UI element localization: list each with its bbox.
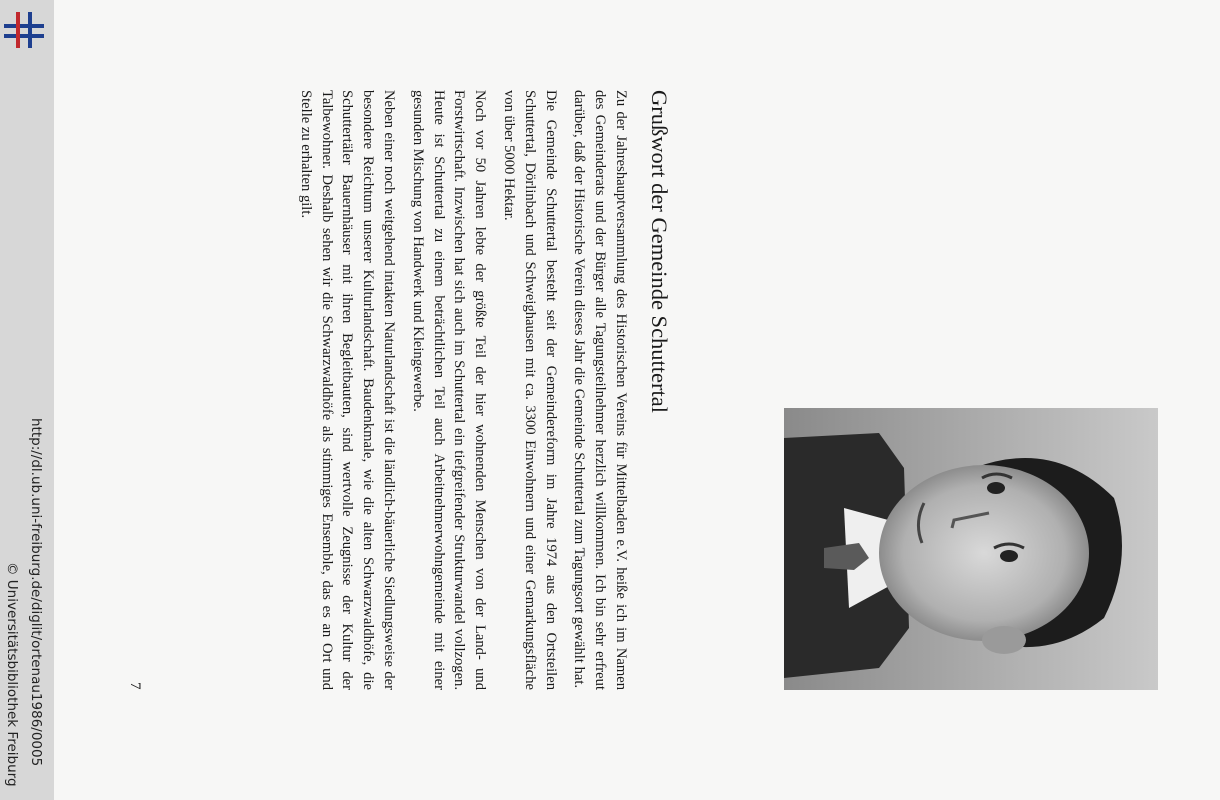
paragraph-2: Die Gemeinde Schuttertal besteht seit der Gemeindereform im Jahre 1974 aus den Ortsteilen Schuttertal, Dörlinbach und Schweighausen mit ca. 3300 Einwohnern und einer Gemarkungsfläche von über 5000 Hektar. xyxy=(501,90,559,690)
article-text xyxy=(287,90,671,690)
article-title: Grußwort der Gemeinde Schuttertal xyxy=(647,90,672,414)
portrait-photo xyxy=(784,408,1158,690)
page-number: 7 xyxy=(127,682,143,690)
paragraph-3: Noch vor 50 Jahren lebte der größte Teil der hier wohnenden Menschen von der Land- und Forstwirtschaft. Inzwischen hat sich auch im Schuttertal ein tiefgreifender Strukturwandel vollzogen. Heute ist Schuttertal zu einem beträchtlichen Teil auch Arbeitnehmerwohngemeinde mit einer gesunden Mischung von Handwerk und Kleingewerbe. xyxy=(409,90,489,690)
paragraph-1: Zu der Jahreshauptversammlung des Historischen Vereins für Mittelbaden e.V. heiße ich im Namen des Gemeinderats und der Bürger alle Tagungsteilnehmer herzlich willkommen. Ich bin sehr erfreut darüber, daß der Historische Verein dieses Jahr die Gemeinde Schuttertal zum Tagungsort gewählt hat. xyxy=(571,90,629,690)
copyright-notice: © Universitätsbibliothek Freiburg xyxy=(4,562,20,787)
paragraph-4: Neben einer noch weitgehend intakten Naturlandschaft ist die ländlich-bäuerliche Siedlungsweise der besondere Reichtum unserer Kulturlandschaft. Baudenkmale, wie die alten Schwarzwaldhöfe, die Schuttertäler Bauernhäuser mit ihren Begleitbauten, sind wertvolle Zeugnisse der Kultur der Talbewohner. Deshalb sehen wir die Schwarzwaldhöfe als stimmiges Ensemble, das es an Ort und Stelle zu erhalten gilt. xyxy=(297,90,398,690)
source-url-link[interactable]: http://dl.ub.uni-freiburg.de/diglit/ortenau1986/0005 xyxy=(28,418,44,767)
library-sidebar xyxy=(0,0,54,800)
